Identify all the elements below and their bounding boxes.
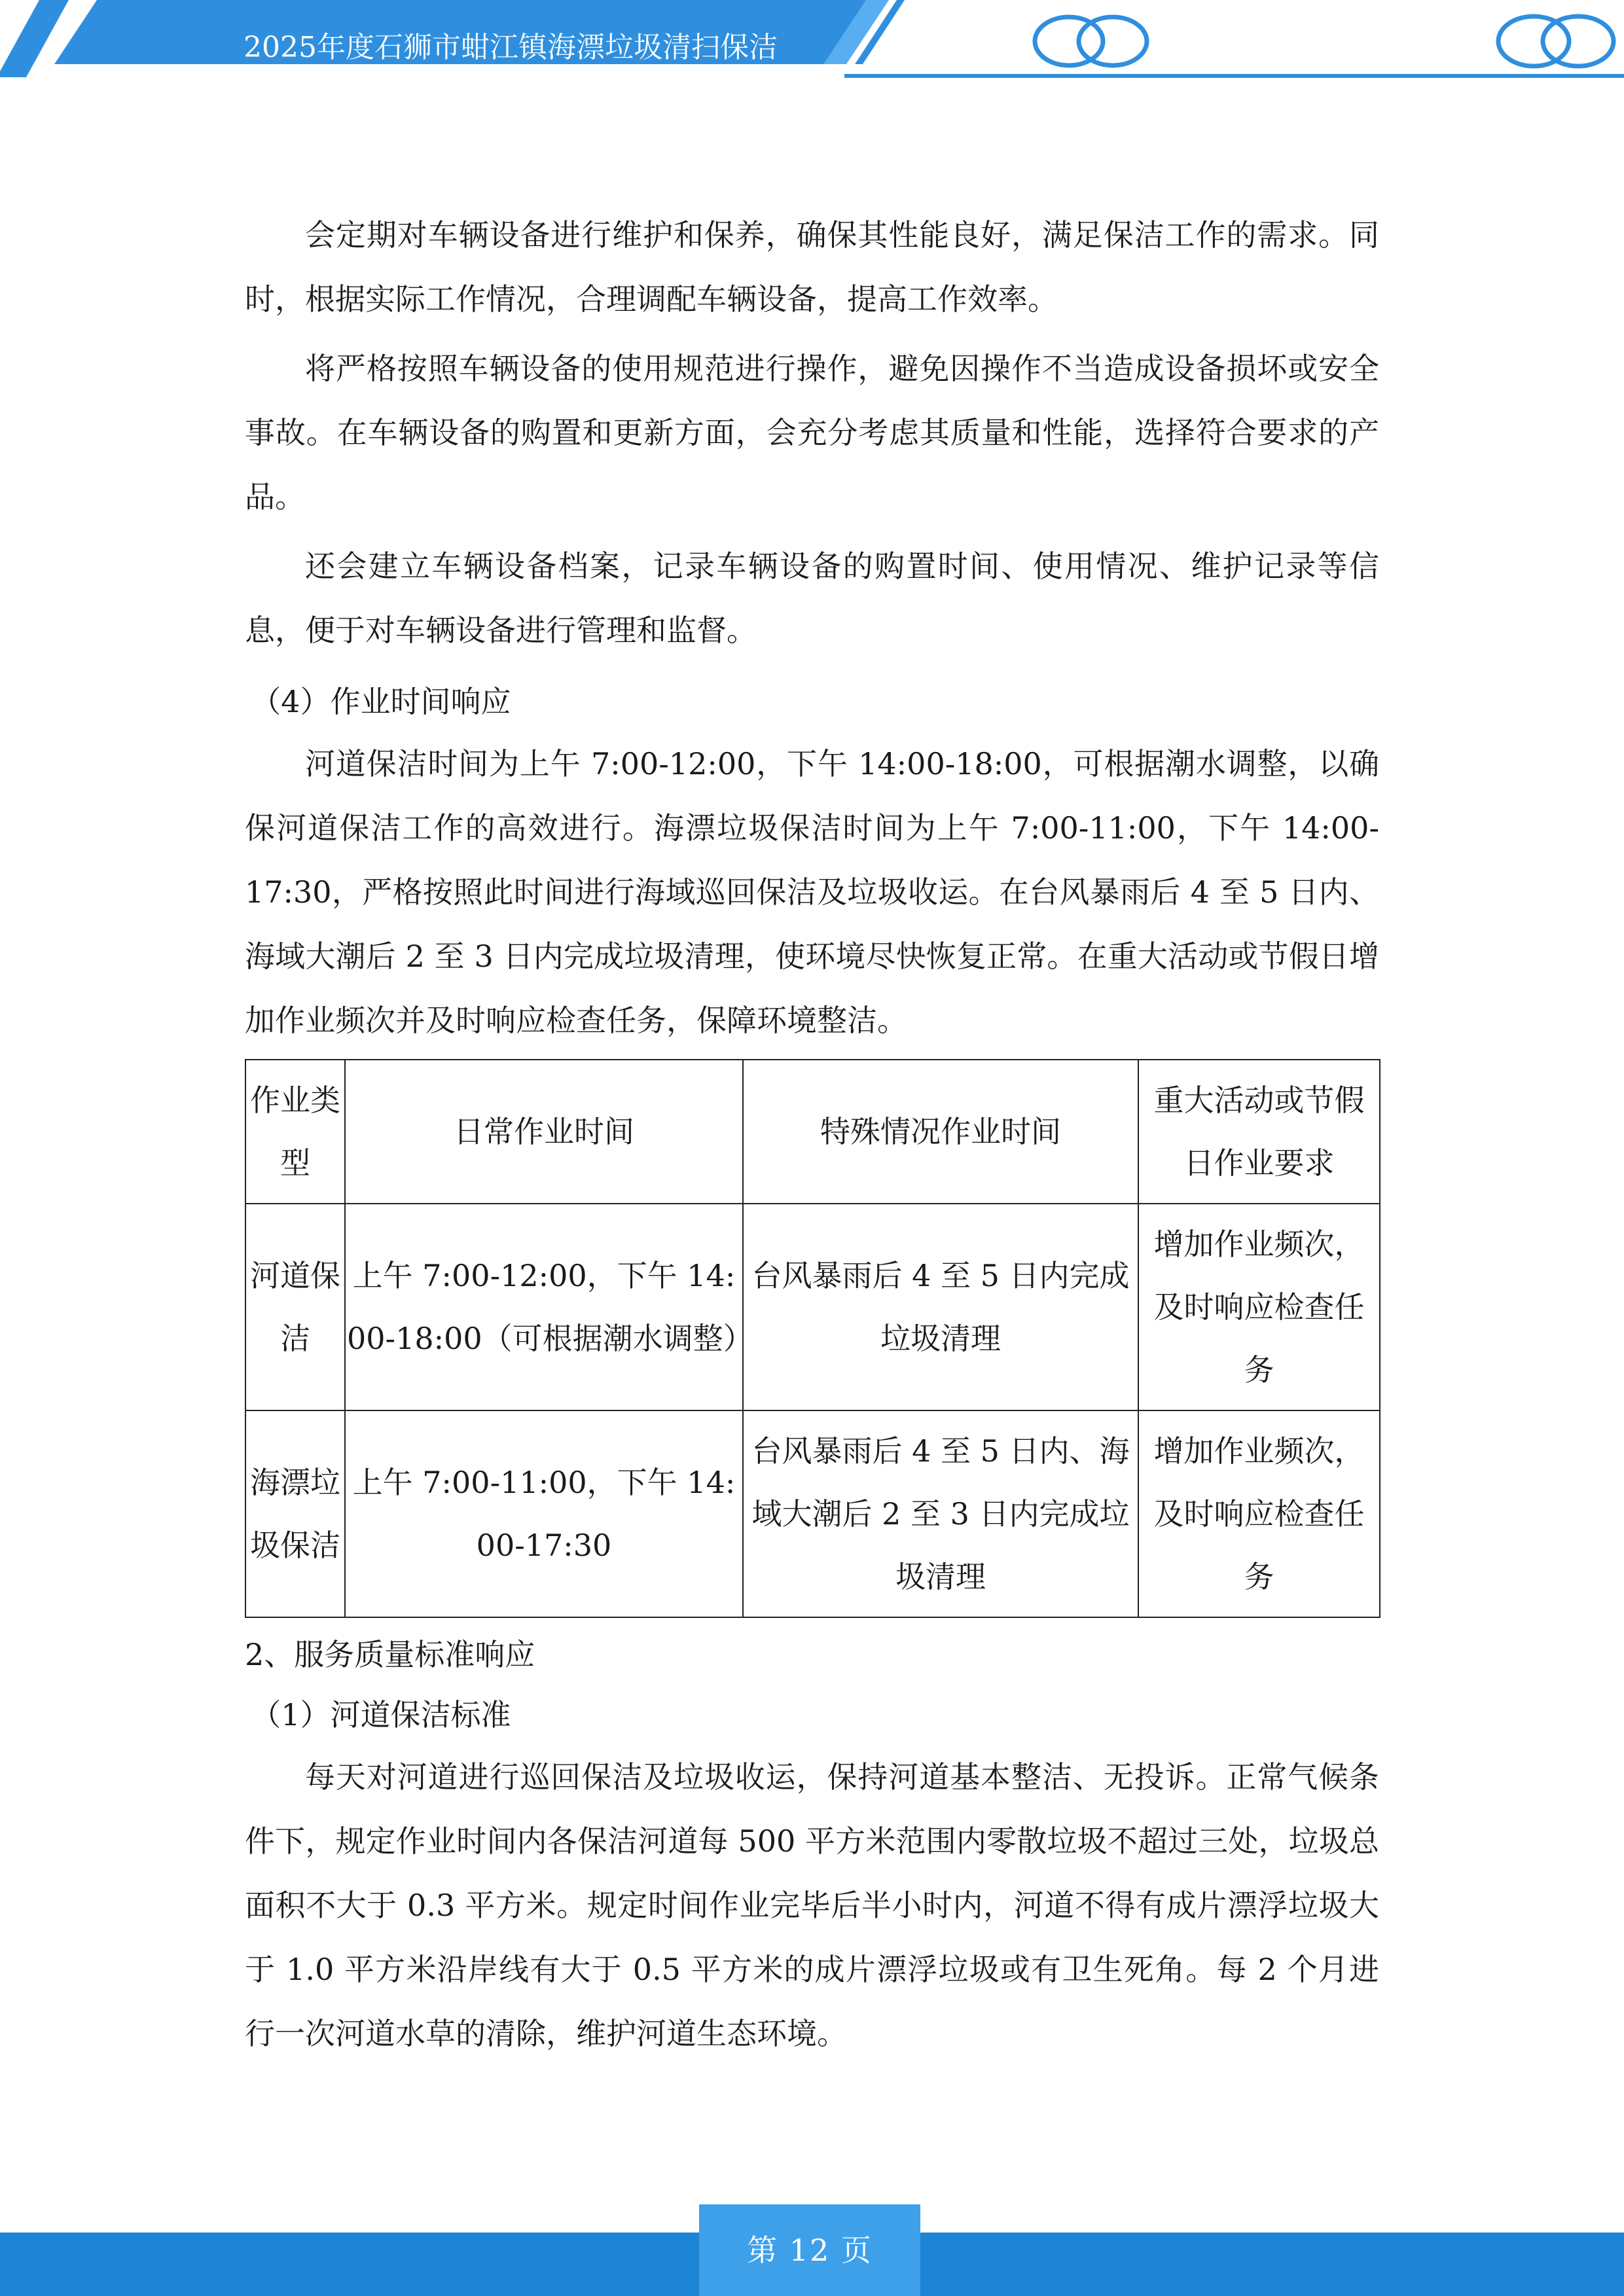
table-cell: 台风暴雨后 4 至 5 日内完成垃圾清理	[743, 1204, 1138, 1410]
section-heading-quality: 2、服务质量标准响应	[245, 1637, 535, 1672]
table-cell: 增加作业频次，及时响应检查任务	[1138, 1410, 1380, 1617]
double-ring-logo-icon	[1498, 16, 1614, 66]
table-cell: 河道保洁	[245, 1204, 345, 1410]
double-ring-logo-icon	[1035, 17, 1147, 65]
header-stripe-left	[0, 0, 69, 77]
table-header-cell: 重大活动或节假日作业要求	[1138, 1060, 1380, 1204]
paragraph-river-standard: 每天对河道进行巡回保洁及垃圾收运，保持河道基本整洁、无投诉。正常气候条件下，规定作业时间内各保洁河道每 500 平方米范围内零散垃圾不超过三处，垃圾总面积不大于 0.3 平方米。规定时间作业完毕后半小时内，河道不得有成片漂浮垃圾大于 1.0 平方米沿岸线有大于 0.5 平方米的成片漂浮垃圾或有卫生死角。每 2 个月进行一次河道水草的清除，维护河道生态环境。	[245, 1759, 1379, 2051]
table-header-cell: 特殊情况作业时间	[743, 1060, 1138, 1204]
table-cell: 上午 7:00-12:00，下午 14:00-18:00（可根据潮水调整）	[345, 1204, 743, 1410]
table-header-cell: 作业类型	[245, 1060, 345, 1204]
table-header-row	[245, 1060, 1380, 1204]
header-title: 2025年度石狮市蚶江镇海漂垃圾清扫保洁	[244, 31, 778, 64]
document-body	[245, 203, 1379, 2066]
table-row	[245, 1410, 1380, 1617]
table-cell: 增加作业频次，及时响应检查任务	[1138, 1204, 1380, 1410]
paragraph-vehicle-records: 还会建立车辆设备档案，记录车辆设备的购置时间、使用情况、维护记录等信息，便于对车辆设备进行管理和监督。	[245, 548, 1379, 648]
table-cell: 台风暴雨后 4 至 5 日内、海域大潮后 2 至 3 日内完成垃圾清理	[743, 1410, 1138, 1617]
paragraph-vehicle-operation: 将严格按照车辆设备的使用规范进行操作，避免因操作不当造成设备损坏或安全事故。在车辆设备的购置和更新方面，会充分考虑其质量和性能，选择符合要求的产品。	[245, 351, 1379, 514]
page-number: 第 12 页	[699, 2204, 920, 2296]
table-cell: 海漂垃圾保洁	[245, 1410, 345, 1617]
work-schedule-table	[245, 1059, 1380, 1618]
paragraph-work-hours: 河道保洁时间为上午 7:00-12:00，下午 14:00-18:00，可根据潮水调整，以确保河道保洁工作的高效进行。海漂垃圾保洁时间为上午 7:00-11:00，下午 14:00-17:30，严格按照此时间进行海域巡回保洁及垃圾收运。在台风暴雨后 4 至 5 日内、海域大潮后 2 至 3 日内完成垃圾清理，使环境尽快恢复正常。在重大活动或节假日增加作业频次并及时响应检查任务，保障环境整洁。	[245, 746, 1379, 1038]
table-row	[245, 1204, 1380, 1410]
table-cell: 上午 7:00-11:00，下午 14:00-17:30	[345, 1410, 743, 1617]
table-header-cell: 日常作业时间	[345, 1060, 743, 1204]
paragraph-vehicle-maintenance: 会定期对车辆设备进行维护和保养，确保其性能良好，满足保洁工作的需求。同时，根据实际工作情况，合理调配车辆设备，提高工作效率。	[245, 217, 1379, 317]
section-heading-river-standard: （1）河道保洁标准	[251, 1697, 511, 1732]
section-heading-work-hours: （4）作业时间响应	[251, 684, 511, 719]
